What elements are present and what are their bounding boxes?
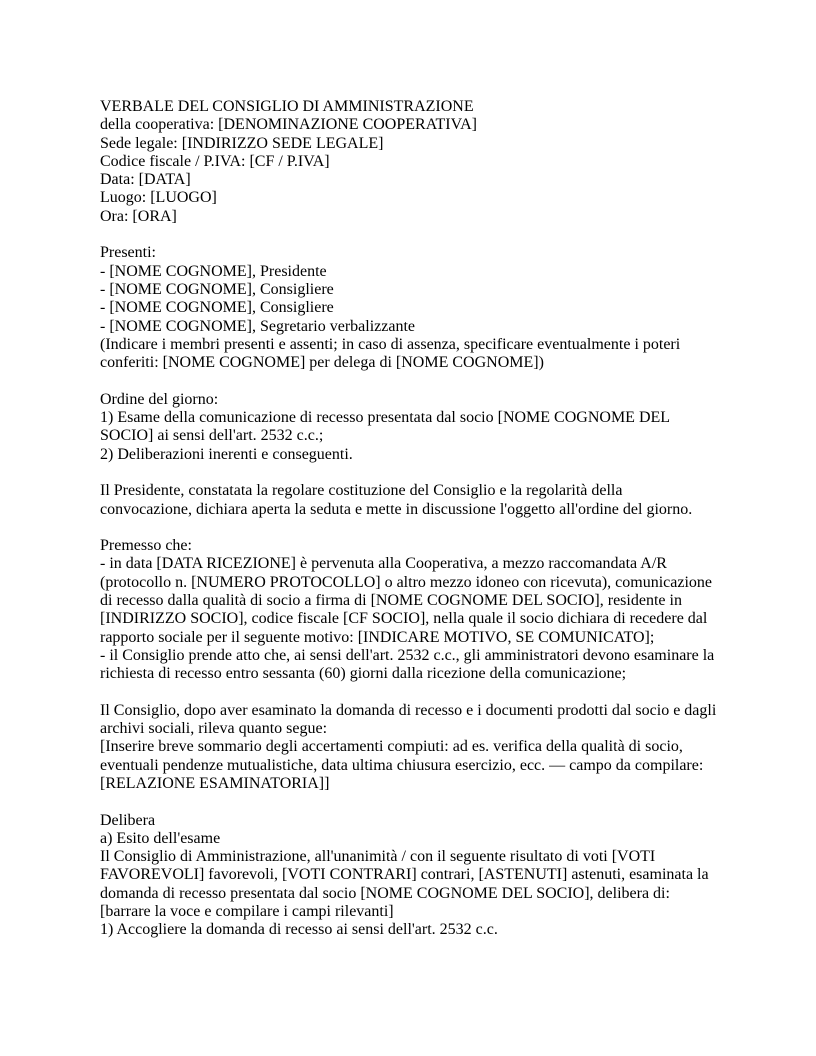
resolution-heading: Delibera (100, 811, 156, 829)
spacer (100, 372, 740, 390)
attendees-note-line: conferiti: [NOME COGNOME] per delega di [NOME COGNOME]) (100, 354, 544, 372)
resolution-section (100, 812, 740, 940)
spacer (100, 464, 740, 482)
examination-line: archivi sociali, rileva quanto segue: (100, 720, 328, 738)
attendees-section (100, 244, 740, 372)
premises-line: - il Consiglio prende atto che, ai sensi dell'art. 2532 c.c., gli amministratori devono esaminare la (100, 646, 715, 664)
meeting-place: Luogo: [LUOGO] (100, 189, 217, 207)
opening-line: convocazione, dichiara aperta la seduta e mette in discussione l'oggetto all'ordine del giorno. (100, 500, 693, 518)
spacer (100, 519, 740, 537)
attendee-item: - [NOME COGNOME], Consigliere (100, 299, 334, 317)
document-title: VERBALE DEL CONSIGLIO DI AMMINISTRAZIONE (100, 98, 474, 115)
premises-section (100, 537, 740, 683)
attendees-note-line: (Indicare i membri presenti e assenti; in caso di assenza, specificare eventualmente i poteri (100, 335, 681, 353)
attendee-item: - [NOME COGNOME], Presidente (100, 262, 327, 280)
premises-line: richiesta di recesso entro sessanta (60) giorni dalla ricezione della comunicazione; (100, 665, 627, 683)
premises-line: [INDIRIZZO SOCIO], codice fiscale [CF SOCIO], nella quale il socio dichiara di recedere dal (100, 610, 708, 628)
resolution-line: domanda di recesso presentata dal socio [NOME COGNOME DEL SOCIO], delibera di: (100, 884, 670, 902)
examination-line: [Inserire breve sommario degli accertamenti compiuti: ad es. verifica della qualità di socio, (100, 738, 683, 756)
premises-line: - in data [DATA RICEZIONE] è pervenuta alla Cooperativa, a mezzo raccomandata A/R (100, 555, 667, 573)
meeting-time: Ora: [ORA] (100, 207, 177, 225)
spacer (100, 226, 740, 244)
agenda-heading: Ordine del giorno: (100, 390, 219, 408)
meeting-date: Data: [DATA] (100, 171, 191, 189)
examination-section (100, 702, 740, 793)
opening-line: Il Presidente, constatata la regolare costituzione del Consiglio e la regolarità della (100, 482, 623, 500)
registered-office: Sede legale: [INDIRIZZO SEDE LEGALE] (100, 134, 384, 152)
opening-section (100, 482, 740, 519)
resolution-line: [barrare la voce e compilare i campi rilevanti] (100, 903, 394, 921)
examination-line: Il Consiglio, dopo aver esaminato la domanda di recesso e i documenti prodotti dal socio e dagli (100, 701, 717, 719)
examination-line: eventuali pendenze mutualistiche, data ultima chiusura esercizio, ecc. — campo da compilare: (100, 756, 704, 774)
document-header (100, 98, 740, 226)
agenda-line: 2) Deliberazioni inerenti e conseguenti. (100, 445, 353, 463)
resolution-subheading: a) Esito dell'esame (100, 829, 221, 847)
resolution-line: FAVOREVOLI] favorevoli, [VOTI CONTRARI] contrari, [ASTENUTI] astenuti, esaminata la (100, 866, 709, 884)
attendee-item: - [NOME COGNOME], Segretario verbalizzante (100, 317, 416, 335)
examination-line: [RELAZIONE ESAMINATORIA]] (100, 774, 330, 792)
spacer (100, 684, 740, 702)
cooperative-name: della cooperativa: [DENOMINAZIONE COOPERATIVA] (100, 116, 477, 134)
resolution-line: Il Consiglio di Amministrazione, all'unanimità / con il seguente risultato di voti [VOTI (100, 848, 656, 866)
resolution-line: 1) Accogliere la domanda di recesso ai sensi dell'art. 2532 c.c. (100, 921, 498, 939)
spacer (100, 793, 740, 811)
premises-heading: Premesso che: (100, 537, 192, 555)
document-page (100, 98, 740, 940)
attendee-item: - [NOME COGNOME], Consigliere (100, 280, 334, 298)
premises-line: di recesso dalla qualità di socio a firma di [NOME COGNOME DEL SOCIO], residente in (100, 592, 682, 610)
agenda-section (100, 391, 740, 464)
premises-line: (protocollo n. [NUMERO PROTOCOLLO] o altro mezzo idoneo con ricevuta), comunicazione (100, 573, 712, 591)
attendees-heading: Presenti: (100, 244, 156, 262)
agenda-line: 1) Esame della comunicazione di recesso presentata dal socio [NOME COGNOME DEL (100, 409, 671, 427)
tax-code: Codice fiscale / P.IVA: [CF / P.IVA] (100, 152, 330, 170)
premises-line: rapporto sociale per il seguente motivo: [INDICARE MOTIVO, SE COMUNICATO]; (100, 628, 655, 646)
agenda-line: SOCIO] ai sensi dell'art. 2532 c.c.; (100, 427, 324, 445)
